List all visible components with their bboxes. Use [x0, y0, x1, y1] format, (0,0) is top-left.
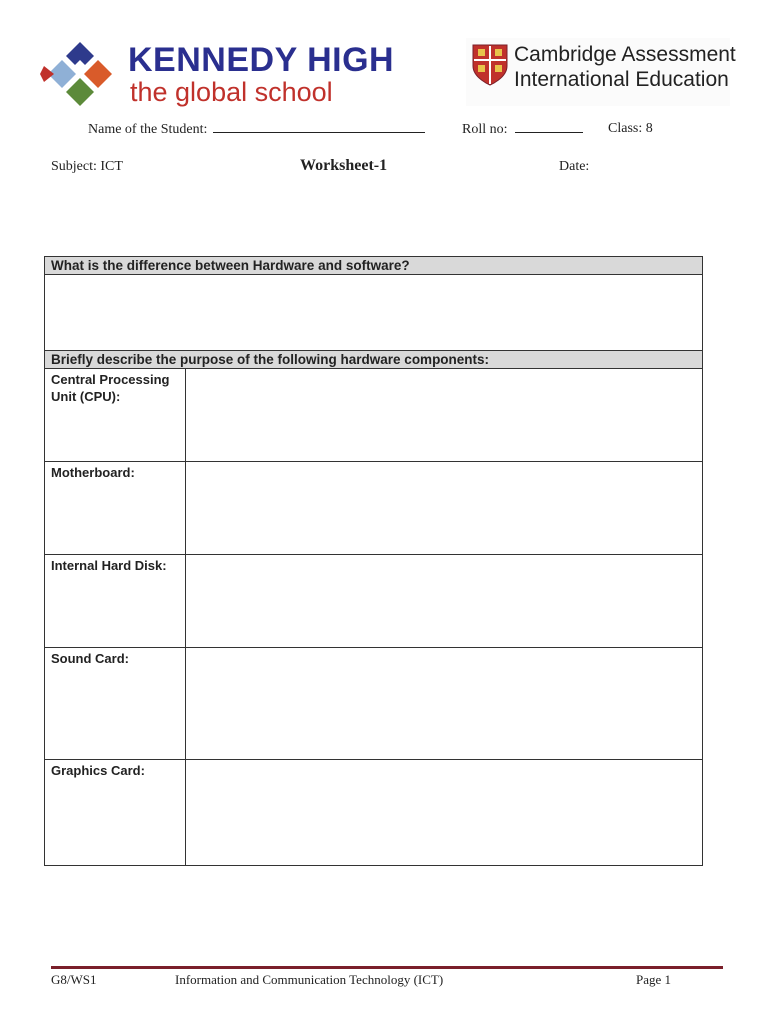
question1-header [44, 256, 703, 275]
class-label: Class: 8 [608, 121, 653, 136]
component-answer-motherboard[interactable] [186, 462, 702, 554]
school-name: KENNEDY HIGH [128, 41, 395, 79]
component-answer-cpu[interactable] [186, 369, 702, 461]
footer-page-number: Page 1 [636, 972, 672, 987]
question1-text: What is the difference between Hardware and software? [51, 258, 410, 273]
component-answer-hard-disk[interactable] [186, 555, 702, 647]
roll-no-label [462, 121, 583, 138]
component-answer-graphics-card[interactable] [186, 760, 702, 865]
component-label-graphics-card: Graphics Card: [45, 760, 186, 865]
component-answer-sound-card[interactable] [186, 648, 702, 759]
question2-text: Briefly describe the purpose of the following hardware components: [51, 352, 490, 367]
question2-header [44, 350, 703, 369]
footer-subject: Information and Communication Technology (ICT) [175, 972, 444, 987]
component-row-graphics-card [44, 759, 703, 866]
component-label-motherboard: Motherboard: [45, 462, 186, 554]
component-label-hard-disk: Internal Hard Disk: [45, 555, 186, 647]
component-row-cpu [44, 368, 703, 462]
cambridge-line2: International Education [514, 68, 729, 91]
roll-no-field[interactable] [515, 121, 583, 133]
component-row-motherboard [44, 461, 703, 555]
worksheet-title: Worksheet-1 [300, 157, 388, 174]
cambridge-logo [466, 38, 736, 106]
component-row-sound-card [44, 647, 703, 760]
footer-rule [51, 966, 723, 969]
student-name-text: Name of the Student: [88, 122, 208, 137]
component-row-hard-disk [44, 554, 703, 648]
date-label: Date: [559, 159, 590, 174]
footer-code: G8/WS1 [51, 972, 97, 987]
component-label-cpu: Central Processing Unit (CPU): [45, 369, 186, 461]
answer1-area[interactable] [44, 274, 703, 351]
cambridge-shield-icon [472, 44, 508, 86]
component-label-sound-card: Sound Card: [45, 648, 186, 759]
student-name-label [88, 121, 425, 138]
subject-label: Subject: ICT [51, 159, 123, 174]
cambridge-line1: Cambridge Assessment [514, 43, 736, 66]
school-logo-icon [40, 42, 120, 112]
student-name-field[interactable] [213, 121, 425, 133]
school-tagline: the global school [130, 77, 333, 107]
roll-no-text: Roll no: [462, 122, 508, 137]
